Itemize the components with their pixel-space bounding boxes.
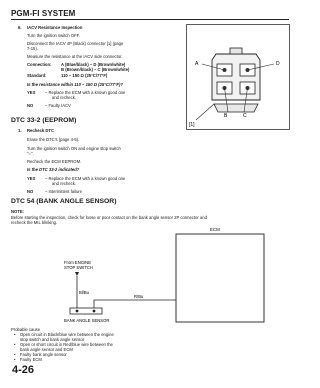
ecm-label: ECM xyxy=(210,227,220,232)
step-title: Recheck DTC xyxy=(27,128,54,133)
cause-bullet: • xyxy=(14,332,16,337)
no-label: NO xyxy=(27,189,34,194)
no-text: – Intermittent failure xyxy=(45,189,83,194)
pin-label-d: D xyxy=(276,61,280,67)
wire-label-r-bu: R/Bu xyxy=(134,294,144,299)
pin-label-a: A xyxy=(195,61,199,67)
ecm-box xyxy=(176,234,264,322)
connection-value-1: A (Blue/black) – D (Brown/white) xyxy=(61,62,126,67)
cause-item: Faulty bank angle sensor xyxy=(20,352,67,357)
step-number: 6. xyxy=(18,25,22,30)
pin-label-c: C xyxy=(243,113,247,119)
source-label-1: From ENGINE xyxy=(64,260,91,265)
page-number: 4-26 xyxy=(12,364,35,376)
page-header-title: PGM-FI SYSTEM xyxy=(11,9,76,18)
text-line: Turn the ignition switch ON and engine stop switch xyxy=(27,146,121,151)
note-label: NOTE: xyxy=(11,209,25,214)
pin-label-b: B xyxy=(224,113,228,119)
cause-bullet: • xyxy=(14,357,16,362)
cause-item: Faulty ECM xyxy=(20,357,42,362)
bank-angle-circuit-diagram xyxy=(50,226,268,326)
standard-value: 110 – 150 Ω (25°C/77°F) xyxy=(61,73,108,78)
yes-label: YES xyxy=(27,176,36,181)
step-number: 1. xyxy=(18,128,22,133)
callout-1: [1] xyxy=(189,122,195,128)
step-title: IACV Resistance Inspection xyxy=(27,25,83,30)
yes-text: – Replace the ECM with a known good one xyxy=(45,90,126,95)
cause-bullet: • xyxy=(14,342,16,347)
note-text: Before starting the inspection, check for loose or poor contact on the bank angle sensor 2P connector and xyxy=(11,215,207,220)
question: Is the DTC 33-2 indicated? xyxy=(27,167,80,172)
yes-text-cont: and recheck. xyxy=(52,181,76,186)
yes-text: – Replace the ECM with a known good one xyxy=(45,176,126,181)
iacv-connector-figure xyxy=(186,24,290,130)
cause-item-cont: bank angle sensor and ECM xyxy=(20,347,73,352)
text-line: Turn the ignition switch OFF. xyxy=(27,33,80,38)
question: Is the resistance within 110 – 150 Ω (25°C/77°F)? xyxy=(27,82,123,87)
yes-text-cont: and recheck. xyxy=(52,95,76,100)
text-line: Measure the resistance at the IACV side connector. xyxy=(27,54,123,59)
cause-item: Open circuit in Black/blue wire between the engine xyxy=(20,332,114,337)
cause-item: Open or short circuit in Red/blue wire between the xyxy=(20,342,113,347)
text-line: Erase the DTC's (page 4-5). xyxy=(27,137,80,142)
no-text: – Faulty IACV xyxy=(45,103,71,108)
cause-bullet: • xyxy=(14,352,16,357)
sensor-label: BANK ANGLE SENSOR xyxy=(64,318,110,323)
cause-item-cont: stop switch and bank angle sensor xyxy=(20,337,85,342)
text-line: 7-15). xyxy=(27,46,38,51)
header-rule xyxy=(11,19,289,20)
note-text-cont: recheck the MIL blinking. xyxy=(11,220,58,225)
text-line: "○". xyxy=(27,151,34,156)
bank-angle-sensor-connector xyxy=(70,308,102,314)
probable-cause-title: Probable cause xyxy=(11,327,41,332)
standard-label: Standard: xyxy=(27,73,47,78)
no-label: NO xyxy=(27,103,34,108)
source-label-2: STOP SWITCH xyxy=(64,265,93,270)
section-title-dtc-54: DTC 54 (BANK ANGLE SENSOR) xyxy=(11,198,117,205)
wire-r-bu xyxy=(94,300,176,308)
section-title-dtc-33-2: DTC 33-2 (EEPROM) xyxy=(11,117,77,124)
text-line: Recheck the ECM EEPROM. xyxy=(27,159,82,164)
yes-label: YES xyxy=(27,90,36,95)
wire-label-bl-bu: Bl/Bu xyxy=(79,290,90,295)
connection-label: Connection: xyxy=(27,62,52,67)
connection-value-2: B (Brown/black) – C (Brown/white) xyxy=(61,67,130,72)
text-line: Disconnect the IACV 4P (Black) connector [1] (page xyxy=(27,41,124,46)
